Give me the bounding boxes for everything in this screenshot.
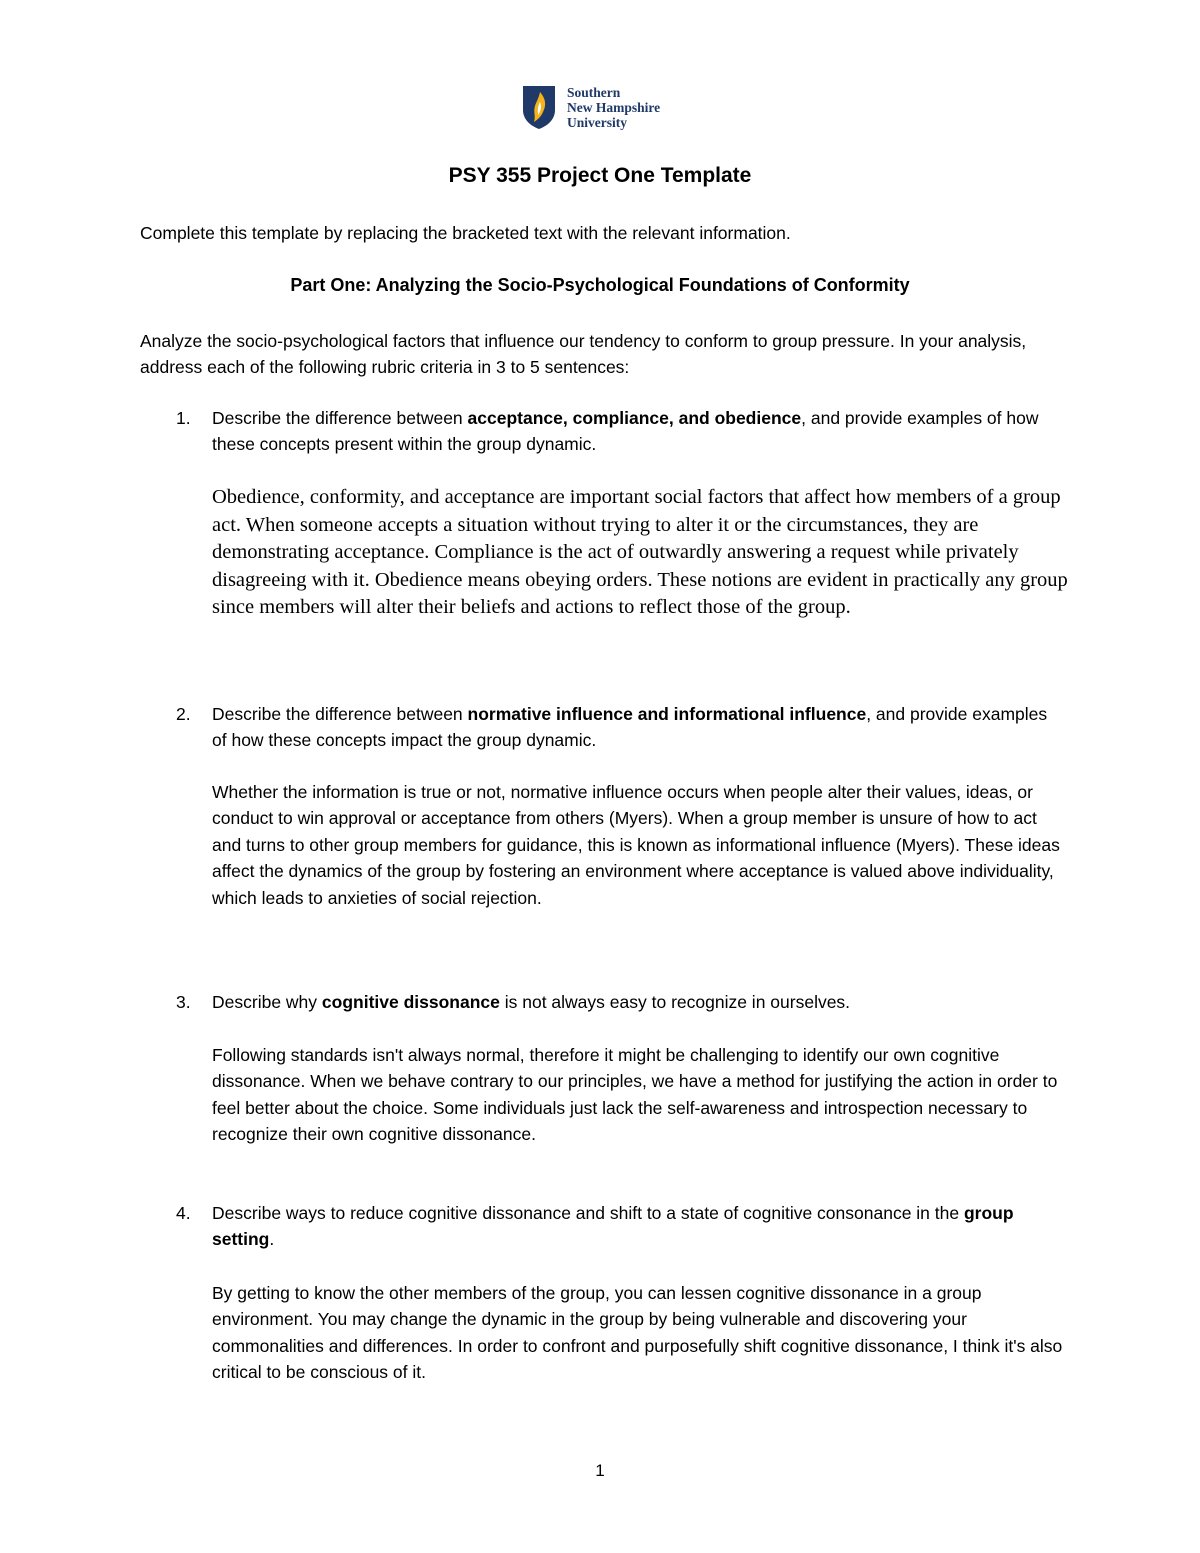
question-number: 3. [176,992,191,1012]
question-number: 2. [176,704,191,724]
logo-wordmark [567,85,660,130]
question-number: 4. [176,1203,191,1223]
question-text: Describe ways to reduce cognitive dissonance and shift to a state of cognitive consonance in the group setting. [212,1203,1014,1249]
document-title: PSY 355 Project One Template [448,164,752,187]
logo-line-2: New Hampshire [567,100,661,115]
analyze-instructions: Analyze the socio-psychological factors that influence our tendency to conform to group pressure. In your analysis, address each of the following rubric criteria in 3 to 5 sentences: [140,331,1027,377]
question-number: 1. [176,408,191,428]
key-term: normative influence and informational influence [467,704,867,724]
answer-1: Obedience, conformity, and acceptance are important social factors that affect how members of a group act. When someone accepts a situation without trying to alter it or the circumstances, they are demonstrating acceptance. Compliance is the act of outwardly answering a request while privately disagreeing with it. Obedience means obeying orders. These notions are evident in practically any group since members will alter their beliefs and actions to reflect those of the group. [212,486,1068,618]
university-logo [521,84,701,134]
question-text: Describe the difference between acceptance, compliance, and obedience, and provide examples of how these concepts present within the group dynamic. [212,408,1039,454]
question-text: Describe the difference between normative influence and informational influence, and provide examples of how these concepts impact the group dynamic. [212,704,1048,750]
answer-3: Following standards isn't always normal, therefore it might be challenging to identify our own cognitive dissonance. When we behave contrary to our principles, we have a method for justifying the action in order to feel better about the choice. Some individuals just lack the self-awareness and introspection necessary to recognize their own cognitive dissonance. [212,1045,1058,1145]
page-number: 1 [595,1461,605,1480]
logo-line-3: University [567,115,627,130]
question-2 [176,701,1066,753]
question-text: Describe why cognitive dissonance is not always easy to recognize in ourselves. [212,992,851,1012]
key-term: cognitive dissonance [321,992,500,1012]
intro-text: Complete this template by replacing the bracketed text with the relevant information. [140,223,791,243]
question-1 [176,405,1066,457]
answer-2: Whether the information is true or not, normative influence occurs when people alter their values, ideas, or conduct to win approval or acceptance from others (Myers). When a group member is unsure of how to act and turns to other group members for guidance, this is known as informational influence (Myers). These ideas affect the dynamics of the group by fostering an environment where acceptance is valued above individuality, which leads to anxieties of social rejection. [212,782,1060,908]
shield-flame-icon [521,84,557,130]
answer-4: By getting to know the other members of the group, you can lessen cognitive dissonance in a group environment. You may change the dynamic in the group by being vulnerable and discovering your commonalities and differences. In order to confront and purposefully shift cognitive dissonance, I think it's also critical to be conscious of it. [212,1283,1063,1383]
key-term: acceptance, compliance, and obedience [467,408,802,428]
part-one-heading: Part One: Analyzing the Socio-Psychological Foundations of Conformity [290,275,910,295]
key-term: group setting [212,1203,1014,1249]
question-3 [176,989,1066,1015]
logo-line-1: Southern [567,85,621,100]
question-4 [176,1200,1066,1252]
